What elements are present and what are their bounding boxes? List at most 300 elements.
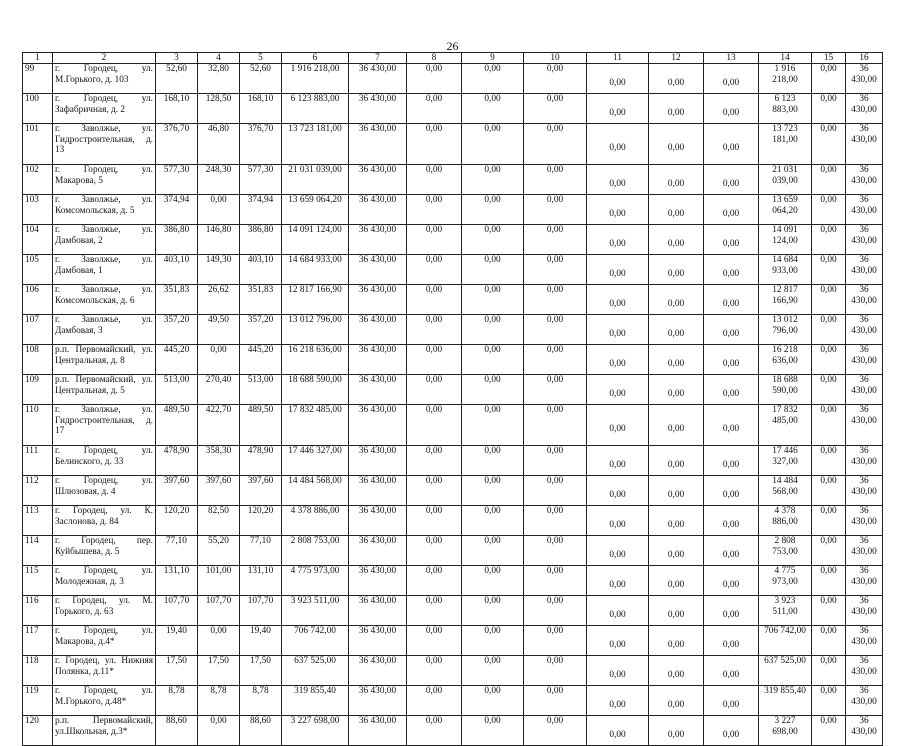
value-cell: 0,00	[812, 124, 846, 165]
area-cell: 489,50	[240, 405, 282, 446]
unit-cost-cell: 36 430,00	[349, 506, 407, 536]
column-number: 7	[349, 53, 407, 64]
cost-cell: 706 742,00	[282, 626, 349, 656]
value-cell: 0,00	[587, 124, 649, 165]
area-cell: 357,20	[240, 315, 282, 345]
value-cell: 0,00	[649, 536, 704, 566]
value-cell: 0,00	[407, 506, 462, 536]
value-cell: 0,00	[704, 566, 759, 596]
total-cost-cell: 6 123 883,00	[759, 94, 812, 124]
limit-cost-cell: 36 430,00	[846, 405, 883, 446]
column-number: 11	[587, 53, 649, 64]
area-cell: 88,60	[156, 716, 198, 746]
table-row	[23, 375, 883, 405]
unit-cost-cell: 36 430,00	[349, 255, 407, 285]
value-cell: 0,00	[462, 345, 524, 375]
area-cell: 376,70	[156, 124, 198, 165]
table-row	[23, 446, 883, 476]
value-cell: 0,00	[524, 536, 587, 566]
area-cell: 55,20	[198, 536, 240, 566]
area-cell: 386,80	[156, 225, 198, 255]
value-cell: 0,00	[587, 716, 649, 746]
table-row	[23, 345, 883, 375]
total-cost-cell: 12 817 166,90	[759, 285, 812, 315]
value-cell: 0,00	[462, 566, 524, 596]
limit-cost-cell: 36 430,00	[846, 285, 883, 315]
value-cell: 0,00	[704, 64, 759, 94]
value-cell: 0,00	[462, 94, 524, 124]
limit-cost-cell: 36 430,00	[846, 446, 883, 476]
total-cost-cell: 21 031 039,00	[759, 165, 812, 195]
total-cost-cell: 17 832 485,00	[759, 405, 812, 446]
value-cell: 0,00	[587, 165, 649, 195]
value-cell: 0,00	[812, 375, 846, 405]
row-number: 117	[23, 626, 53, 656]
value-cell: 0,00	[407, 476, 462, 506]
row-number: 103	[23, 195, 53, 225]
value-cell: 0,00	[649, 64, 704, 94]
area-cell: 19,40	[156, 626, 198, 656]
unit-cost-cell: 36 430,00	[349, 345, 407, 375]
value-cell: 0,00	[812, 656, 846, 686]
value-cell: 0,00	[587, 536, 649, 566]
value-cell: 0,00	[587, 255, 649, 285]
value-cell: 0,00	[462, 255, 524, 285]
value-cell: 0,00	[649, 566, 704, 596]
column-number: 5	[240, 53, 282, 64]
cost-cell: 12 817 166,90	[282, 285, 349, 315]
cost-cell: 13 723 181,00	[282, 124, 349, 165]
row-number: 116	[23, 596, 53, 626]
area-cell: 168,10	[156, 94, 198, 124]
value-cell: 0,00	[587, 94, 649, 124]
value-cell: 0,00	[704, 255, 759, 285]
total-cost-cell: 3 227 698,00	[759, 716, 812, 746]
value-cell: 0,00	[587, 375, 649, 405]
value-cell: 0,00	[812, 566, 846, 596]
area-cell: 149,30	[198, 255, 240, 285]
value-cell: 0,00	[812, 225, 846, 255]
value-cell: 0,00	[587, 345, 649, 375]
cost-cell: 4 775 973,00	[282, 566, 349, 596]
address-cell: г. Заволжье, ул. Комсомольская, д. 5	[53, 195, 156, 225]
address-cell: р.п. Первомайский, ул.Школьная, д.3*	[53, 716, 156, 746]
value-cell: 0,00	[704, 716, 759, 746]
column-number: 14	[759, 53, 812, 64]
value-cell: 0,00	[649, 94, 704, 124]
limit-cost-cell: 36 430,00	[846, 94, 883, 124]
value-cell: 0,00	[524, 686, 587, 716]
area-cell: 49,50	[198, 315, 240, 345]
total-cost-cell: 16 218 636,00	[759, 345, 812, 375]
cost-cell: 3 227 698,00	[282, 716, 349, 746]
value-cell: 0,00	[524, 64, 587, 94]
address-cell: г. Заволжье, ул. Дамбовая, 3	[53, 315, 156, 345]
limit-cost-cell: 36 430,00	[846, 315, 883, 345]
area-cell: 0,00	[198, 345, 240, 375]
area-cell: 577,30	[156, 165, 198, 195]
table-row	[23, 405, 883, 446]
value-cell: 0,00	[649, 446, 704, 476]
unit-cost-cell: 36 430,00	[349, 566, 407, 596]
value-cell: 0,00	[812, 716, 846, 746]
value-cell: 0,00	[649, 716, 704, 746]
unit-cost-cell: 36 430,00	[349, 626, 407, 656]
column-number: 1	[23, 53, 53, 64]
value-cell: 0,00	[462, 536, 524, 566]
area-cell: 128,50	[198, 94, 240, 124]
area-cell: 77,10	[156, 536, 198, 566]
row-number: 106	[23, 285, 53, 315]
limit-cost-cell: 36 430,00	[846, 566, 883, 596]
value-cell: 0,00	[812, 536, 846, 566]
unit-cost-cell: 36 430,00	[349, 656, 407, 686]
value-cell: 0,00	[649, 255, 704, 285]
column-number: 3	[156, 53, 198, 64]
value-cell: 0,00	[812, 476, 846, 506]
total-cost-cell: 3 923 511,00	[759, 596, 812, 626]
area-cell: 8,78	[156, 686, 198, 716]
area-cell: 270,40	[198, 375, 240, 405]
area-cell: 101,00	[198, 566, 240, 596]
total-cost-cell: 13 012 796,00	[759, 315, 812, 345]
cost-cell: 637 525,00	[282, 656, 349, 686]
value-cell: 0,00	[649, 656, 704, 686]
row-number: 109	[23, 375, 53, 405]
value-cell: 0,00	[407, 195, 462, 225]
address-cell: г. Заволжье, ул. Гидростроительная, д. 17	[53, 405, 156, 446]
limit-cost-cell: 36 430,00	[846, 195, 883, 225]
value-cell: 0,00	[407, 716, 462, 746]
value-cell: 0,00	[649, 405, 704, 446]
address-cell: г. Городец, ул. Нижняя Полянка, д.11*	[53, 656, 156, 686]
value-cell: 0,00	[812, 626, 846, 656]
page-number: 26	[446, 39, 459, 53]
limit-cost-cell: 36 430,00	[846, 686, 883, 716]
address-cell: р.п. Первомайский, ул. Центральная, д. 5	[53, 375, 156, 405]
unit-cost-cell: 36 430,00	[349, 94, 407, 124]
value-cell: 0,00	[704, 536, 759, 566]
value-cell: 0,00	[649, 195, 704, 225]
address-cell: г. Заволжье, ул. Дамбовая, 2	[53, 225, 156, 255]
unit-cost-cell: 36 430,00	[349, 536, 407, 566]
total-cost-cell: 17 446 327,00	[759, 446, 812, 476]
area-cell: 107,70	[198, 596, 240, 626]
address-cell: г. Заволжье, ул. Гидростроительная, д. 13	[53, 124, 156, 165]
value-cell: 0,00	[587, 315, 649, 345]
value-cell: 0,00	[407, 345, 462, 375]
area-cell: 107,70	[240, 596, 282, 626]
value-cell: 0,00	[524, 506, 587, 536]
value-cell: 0,00	[704, 596, 759, 626]
area-cell: 248,30	[198, 165, 240, 195]
value-cell: 0,00	[407, 596, 462, 626]
value-cell: 0,00	[407, 626, 462, 656]
cost-cell: 17 832 485,00	[282, 405, 349, 446]
value-cell: 0,00	[407, 446, 462, 476]
value-cell: 0,00	[524, 315, 587, 345]
table-row	[23, 64, 883, 94]
total-cost-cell: 13 659 064,20	[759, 195, 812, 225]
value-cell: 0,00	[524, 626, 587, 656]
table-row	[23, 656, 883, 686]
value-cell: 0,00	[407, 375, 462, 405]
area-cell: 131,10	[240, 566, 282, 596]
unit-cost-cell: 36 430,00	[349, 315, 407, 345]
address-cell: р.п. Первомайский, ул. Центральная, д. 8	[53, 345, 156, 375]
table-row	[23, 315, 883, 345]
total-cost-cell: 319 855,40	[759, 686, 812, 716]
value-cell: 0,00	[407, 315, 462, 345]
value-cell: 0,00	[812, 405, 846, 446]
table-row	[23, 195, 883, 225]
column-number: 15	[812, 53, 846, 64]
unit-cost-cell: 36 430,00	[349, 476, 407, 506]
unit-cost-cell: 36 430,00	[349, 195, 407, 225]
value-cell: 0,00	[649, 225, 704, 255]
value-cell: 0,00	[587, 476, 649, 506]
value-cell: 0,00	[587, 596, 649, 626]
address-cell: г. Городец, ул. Белинского, д. 33	[53, 446, 156, 476]
row-number: 104	[23, 225, 53, 255]
value-cell: 0,00	[704, 315, 759, 345]
limit-cost-cell: 36 430,00	[846, 124, 883, 165]
row-number: 111	[23, 446, 53, 476]
area-cell: 445,20	[156, 345, 198, 375]
value-cell: 0,00	[462, 596, 524, 626]
value-cell: 0,00	[524, 94, 587, 124]
value-cell: 0,00	[704, 345, 759, 375]
value-cell: 0,00	[649, 124, 704, 165]
value-cell: 0,00	[407, 536, 462, 566]
cost-cell: 21 031 039,00	[282, 165, 349, 195]
value-cell: 0,00	[812, 165, 846, 195]
unit-cost-cell: 36 430,00	[349, 64, 407, 94]
value-cell: 0,00	[407, 285, 462, 315]
cost-cell: 14 091 124,00	[282, 225, 349, 255]
address-cell: г. Городец, ул. М.Горького, д. 103	[53, 64, 156, 94]
area-cell: 32,80	[198, 64, 240, 94]
address-cell: г. Городец, ул. Макарова, д.4*	[53, 626, 156, 656]
area-cell: 422,70	[198, 405, 240, 446]
area-cell: 17,50	[240, 656, 282, 686]
limit-cost-cell: 36 430,00	[846, 225, 883, 255]
value-cell: 0,00	[407, 405, 462, 446]
value-cell: 0,00	[524, 285, 587, 315]
cost-cell: 17 446 327,00	[282, 446, 349, 476]
value-cell: 0,00	[407, 165, 462, 195]
area-cell: 513,00	[240, 375, 282, 405]
limit-cost-cell: 36 430,00	[846, 506, 883, 536]
cost-cell: 319 855,40	[282, 686, 349, 716]
value-cell: 0,00	[587, 656, 649, 686]
value-cell: 0,00	[462, 476, 524, 506]
area-cell: 17,50	[156, 656, 198, 686]
value-cell: 0,00	[704, 446, 759, 476]
value-cell: 0,00	[524, 446, 587, 476]
table-row	[23, 94, 883, 124]
value-cell: 0,00	[587, 64, 649, 94]
column-number: 13	[704, 53, 759, 64]
total-cost-cell: 706 742,00	[759, 626, 812, 656]
limit-cost-cell: 36 430,00	[846, 536, 883, 566]
row-number: 113	[23, 506, 53, 536]
table-row	[23, 536, 883, 566]
area-cell: 77,10	[240, 536, 282, 566]
value-cell: 0,00	[704, 405, 759, 446]
value-cell: 0,00	[812, 596, 846, 626]
value-cell: 0,00	[524, 596, 587, 626]
total-cost-cell: 637 525,00	[759, 656, 812, 686]
area-cell: 403,10	[240, 255, 282, 285]
cost-cell: 13 012 796,00	[282, 315, 349, 345]
column-number: 2	[53, 53, 156, 64]
area-cell: 374,94	[240, 195, 282, 225]
cost-cell: 3 923 511,00	[282, 596, 349, 626]
address-cell: г. Городец, ул. М. Горького, д. 63	[53, 596, 156, 626]
value-cell: 0,00	[704, 656, 759, 686]
limit-cost-cell: 36 430,00	[846, 716, 883, 746]
area-cell: 120,20	[240, 506, 282, 536]
cost-cell: 1 916 218,00	[282, 64, 349, 94]
total-cost-cell: 18 688 590,00	[759, 375, 812, 405]
value-cell: 0,00	[407, 225, 462, 255]
table-row	[23, 716, 883, 746]
value-cell: 0,00	[812, 94, 846, 124]
table-row	[23, 285, 883, 315]
area-cell: 168,10	[240, 94, 282, 124]
value-cell: 0,00	[524, 124, 587, 165]
area-cell: 489,50	[156, 405, 198, 446]
unit-cost-cell: 36 430,00	[349, 375, 407, 405]
row-number: 119	[23, 686, 53, 716]
value-cell: 0,00	[462, 656, 524, 686]
area-cell: 513,00	[156, 375, 198, 405]
column-number: 12	[649, 53, 704, 64]
cost-cell: 18 688 590,00	[282, 375, 349, 405]
value-cell: 0,00	[524, 566, 587, 596]
address-cell: г. Заволжье, ул. Дамбовая, 1	[53, 255, 156, 285]
value-cell: 0,00	[462, 716, 524, 746]
cost-cell: 6 123 883,00	[282, 94, 349, 124]
row-number: 120	[23, 716, 53, 746]
column-number: 10	[524, 53, 587, 64]
value-cell: 0,00	[649, 506, 704, 536]
area-cell: 376,70	[240, 124, 282, 165]
area-cell: 374,94	[156, 195, 198, 225]
total-cost-cell: 2 808 753,00	[759, 536, 812, 566]
area-cell: 351,83	[156, 285, 198, 315]
value-cell: 0,00	[704, 476, 759, 506]
limit-cost-cell: 36 430,00	[846, 64, 883, 94]
value-cell: 0,00	[704, 124, 759, 165]
cost-cell: 14 484 568,00	[282, 476, 349, 506]
limit-cost-cell: 36 430,00	[846, 476, 883, 506]
value-cell: 0,00	[587, 446, 649, 476]
area-cell: 478,90	[156, 446, 198, 476]
column-number: 16	[846, 53, 883, 64]
row-number: 102	[23, 165, 53, 195]
area-cell: 52,60	[156, 64, 198, 94]
unit-cost-cell: 36 430,00	[349, 225, 407, 255]
value-cell: 0,00	[587, 225, 649, 255]
value-cell: 0,00	[462, 446, 524, 476]
value-cell: 0,00	[407, 64, 462, 94]
limit-cost-cell: 36 430,00	[846, 626, 883, 656]
area-cell: 131,10	[156, 566, 198, 596]
cost-cell: 14 684 933,00	[282, 255, 349, 285]
unit-cost-cell: 36 430,00	[349, 446, 407, 476]
cost-cell: 4 378 886,00	[282, 506, 349, 536]
total-cost-cell: 4 775 973,00	[759, 566, 812, 596]
value-cell: 0,00	[407, 94, 462, 124]
area-cell: 0,00	[198, 716, 240, 746]
area-cell: 577,30	[240, 165, 282, 195]
value-cell: 0,00	[462, 195, 524, 225]
address-cell: г. Заволжье, ул. Комсомольская, д. 6	[53, 285, 156, 315]
address-cell: г. Городец, ул. Макарова, 5	[53, 165, 156, 195]
value-cell: 0,00	[587, 195, 649, 225]
value-cell: 0,00	[587, 626, 649, 656]
value-cell: 0,00	[704, 285, 759, 315]
row-number: 108	[23, 345, 53, 375]
value-cell: 0,00	[462, 64, 524, 94]
value-cell: 0,00	[587, 686, 649, 716]
area-cell: 26,62	[198, 285, 240, 315]
value-cell: 0,00	[649, 165, 704, 195]
value-cell: 0,00	[462, 686, 524, 716]
row-number: 100	[23, 94, 53, 124]
value-cell: 0,00	[524, 255, 587, 285]
area-cell: 357,20	[156, 315, 198, 345]
value-cell: 0,00	[524, 716, 587, 746]
address-cell: г. Городец, ул. М.Горького, д.48*	[53, 686, 156, 716]
value-cell: 0,00	[649, 686, 704, 716]
value-cell: 0,00	[812, 446, 846, 476]
table-row	[23, 566, 883, 596]
area-cell: 19,40	[240, 626, 282, 656]
value-cell: 0,00	[524, 375, 587, 405]
value-cell: 0,00	[704, 165, 759, 195]
value-cell: 0,00	[524, 195, 587, 225]
row-number: 101	[23, 124, 53, 165]
address-cell: г. Городец, ул. К. Заслонова, д. 84	[53, 506, 156, 536]
value-cell: 0,00	[812, 255, 846, 285]
value-cell: 0,00	[649, 476, 704, 506]
value-cell: 0,00	[407, 255, 462, 285]
row-number: 105	[23, 255, 53, 285]
area-cell: 17,50	[198, 656, 240, 686]
area-cell: 478,90	[240, 446, 282, 476]
limit-cost-cell: 36 430,00	[846, 375, 883, 405]
value-cell: 0,00	[587, 285, 649, 315]
unit-cost-cell: 36 430,00	[349, 716, 407, 746]
limit-cost-cell: 36 430,00	[846, 596, 883, 626]
value-cell: 0,00	[812, 686, 846, 716]
unit-cost-cell: 36 430,00	[349, 285, 407, 315]
value-cell: 0,00	[649, 596, 704, 626]
value-cell: 0,00	[524, 476, 587, 506]
value-cell: 0,00	[407, 124, 462, 165]
value-cell: 0,00	[812, 195, 846, 225]
value-cell: 0,00	[462, 225, 524, 255]
value-cell: 0,00	[462, 626, 524, 656]
area-cell: 445,20	[240, 345, 282, 375]
cost-cell: 13 659 064,20	[282, 195, 349, 225]
total-cost-cell: 14 484 568,00	[759, 476, 812, 506]
value-cell: 0,00	[649, 626, 704, 656]
buildings-table	[22, 52, 883, 746]
